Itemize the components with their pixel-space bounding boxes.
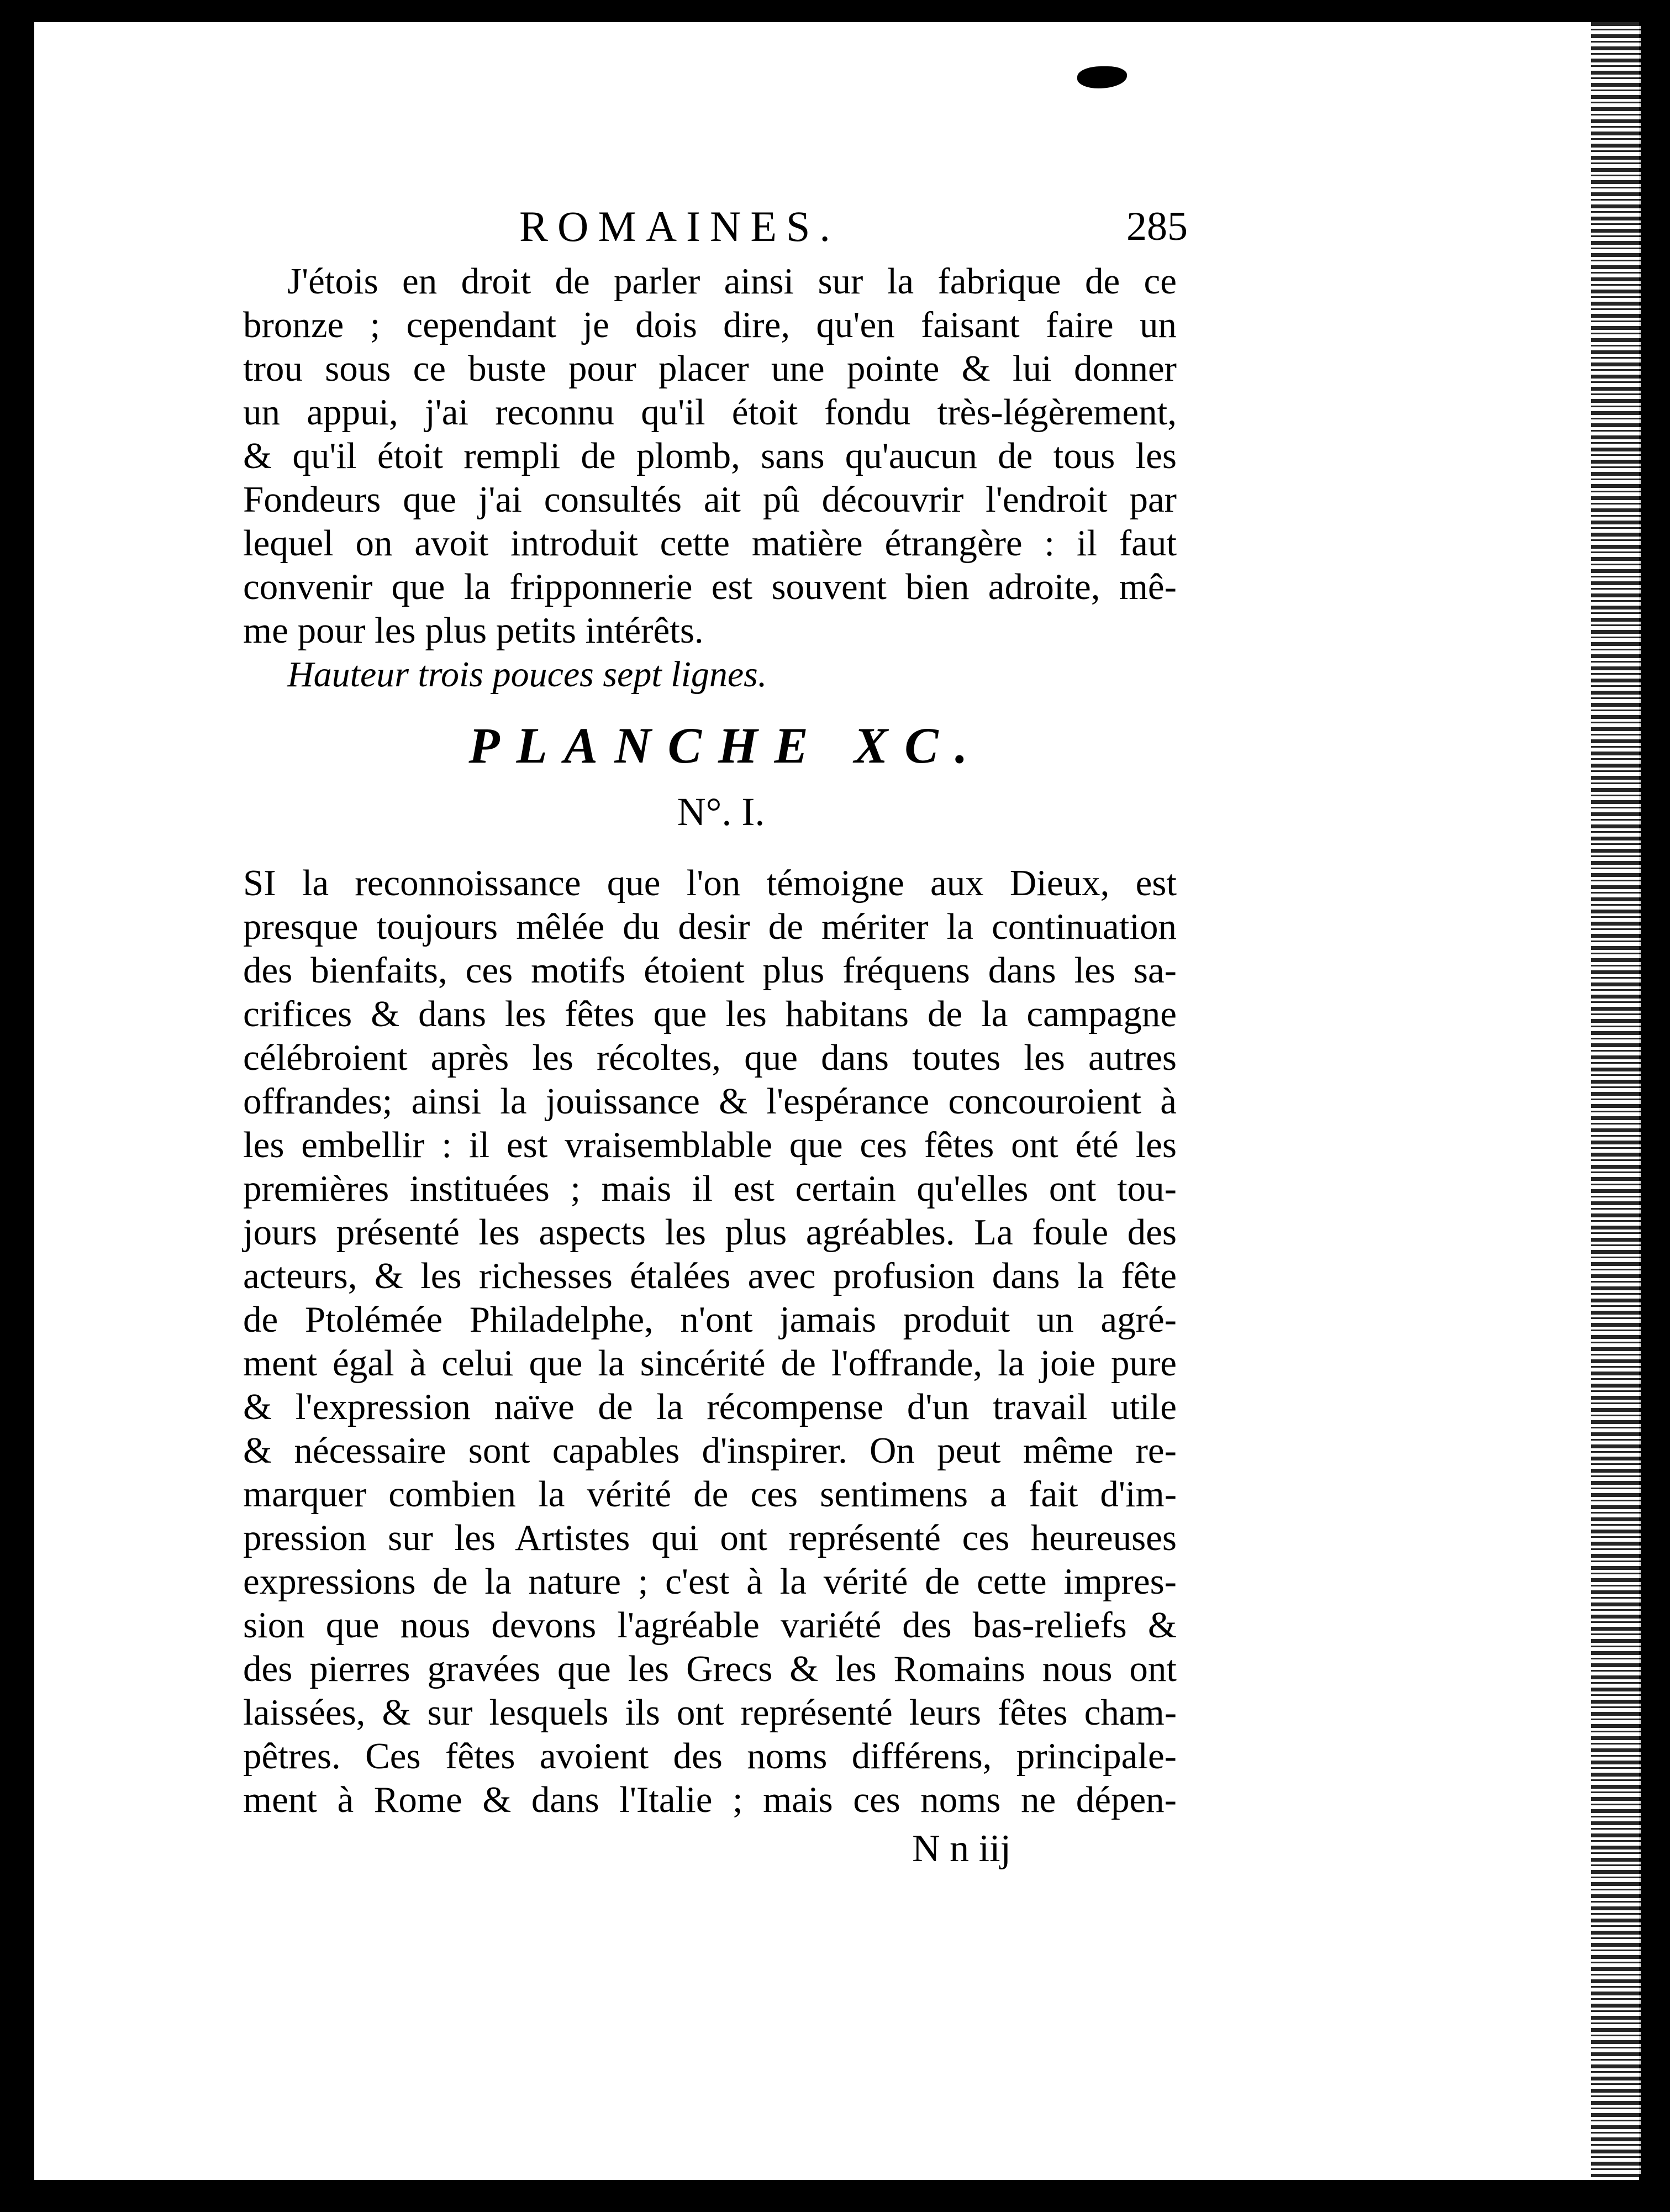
text-line: ment égal à celui que la sincérité de l'offrande, la joie pure (243, 1343, 1177, 1384)
text-line: les embellir : il est vraisemblable que ces fêtes ont été les (243, 1125, 1177, 1165)
text-line: des bienfaits, ces motifs étoient plus fréquens dans les sa- (243, 950, 1177, 991)
plate-heading: PLANCHE XC. (468, 717, 984, 774)
text-line: & qu'il étoit rempli de plomb, sans qu'aucun de tous les (243, 435, 1177, 476)
text-line: pression sur les Artistes qui ont représenté ces heureuses (243, 1517, 1177, 1558)
text-line: J'étois en droit de parler ainsi sur la fabrique de ce (287, 261, 1177, 302)
text-line: me pour les plus petits intérêts. (243, 610, 704, 651)
text-line: Fondeurs que j'ai consultés ait pû découvrir l'endroit par (243, 479, 1177, 520)
dimension-caption: Hauteur trois pouces sept lignes. (287, 654, 767, 695)
text-line: bronze ; cependant je dois dire, qu'en faisant faire un (243, 304, 1177, 345)
text-line: presque toujours mêlée du desir de mériter la continuation (243, 906, 1177, 947)
text-line: laissées, & sur lesquels ils ont représenté leurs fêtes cham- (243, 1692, 1177, 1733)
text-line: & nécessaire sont capables d'inspirer. On peut même re- (243, 1430, 1177, 1471)
text-line: expressions de la nature ; c'est à la vérité de cette impres- (243, 1561, 1177, 1602)
text-line: de Ptolémée Philadelphe, n'ont jamais produit un agré- (243, 1299, 1177, 1340)
text-line: ment à Rome & dans l'Italie ; mais ces noms ne dépen- (243, 1779, 1177, 1820)
page-edge-shadow (1591, 22, 1641, 2177)
text-line: trou sous ce buste pour placer une pointe & lui donner (243, 348, 1177, 389)
text-line: lequel on avoit introduit cette matière étrangère : il faut (243, 523, 1177, 564)
page-number: 285 (1126, 204, 1188, 249)
paragraph-2 (243, 861, 1177, 1822)
text-line: & l'expression naïve de la récompense d'un travail utile (243, 1386, 1177, 1427)
text-line: SI la reconnoissance que l'on témoigne aux Dieux, est (243, 863, 1177, 903)
paragraph-1 (243, 260, 1177, 653)
text-line: des pierres gravées que les Grecs & les Romains nous ont (243, 1648, 1177, 1689)
text-line: marquer combien la vérité de ces sentimens a fait d'im- (243, 1474, 1177, 1515)
text-line: jours présenté les aspects les plus agréables. La foule des (243, 1212, 1177, 1253)
plate-number: N°. I. (677, 790, 765, 834)
text-line: célébroient après les récoltes, que dans toutes les autres (243, 1037, 1177, 1078)
text-block (243, 199, 1188, 1874)
text-line: pêtres. Ces fêtes avoient des noms différens, principale- (243, 1736, 1177, 1777)
running-title: ROMAINES. (519, 202, 840, 250)
text-line: un appui, j'ai reconnu qu'il étoit fondu très-légèrement, (243, 392, 1177, 433)
text-line: crifices & dans les fêtes que les habitans de la campagne (243, 994, 1177, 1034)
text-line: sion que nous devons l'agréable variété des bas-reliefs & (243, 1605, 1177, 1646)
text-line: acteurs, & les richesses étalées avec profusion dans la fête (243, 1255, 1177, 1296)
text-line: premières instituées ; mais il est certain qu'elles ont tou- (243, 1168, 1177, 1209)
text-line: offrandes; ainsi la jouissance & l'espérance concouroient à (243, 1081, 1177, 1122)
text-line: convenir que la fripponnerie est souvent bien adroite, mê- (243, 566, 1177, 607)
running-head (243, 199, 1188, 260)
signature-mark: N n iij (912, 1827, 1011, 1870)
